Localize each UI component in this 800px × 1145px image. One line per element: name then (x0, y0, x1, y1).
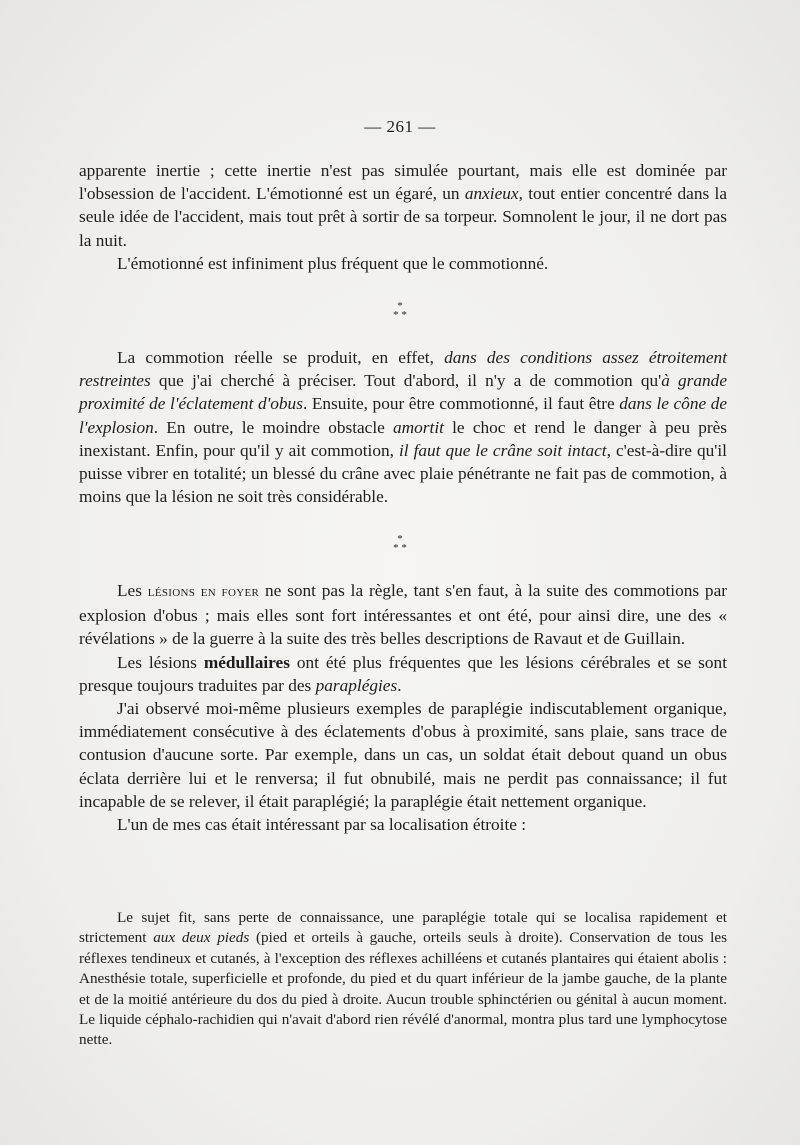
case-report-block (79, 908, 727, 1051)
page-number: — 261 — (364, 117, 436, 136)
text-run: ne sont pas la règle, tant s'en faut, à la suite des commotions par explosion d'obus ; mais elles sont fort intéressantes et ont été, pour ainsi dire, une des « révélations » de la guerre à la suite des très belles descriptions de Ravaut et de Guillain. (79, 581, 728, 649)
paragraph: L'un de mes cas était intéressant par sa localisation étroite : (117, 815, 527, 835)
italic-run: paraplégies (315, 675, 398, 695)
paragraph: L'émotionné est infiniment plus fréquent que le commotionné. (117, 253, 549, 273)
small-caps-run: lésions en foyer (147, 584, 260, 600)
italic-run: à grande proximité de l'éclatement d'obus (79, 371, 727, 414)
asterism-top: * (397, 533, 403, 545)
asterism-top: * (397, 300, 403, 312)
asterism-divider (380, 302, 420, 324)
italic-run: aux deux pieds (153, 929, 250, 947)
italic-run: dans des conditions assez étroitement restreintes (79, 348, 727, 391)
text-run: Les (117, 581, 148, 600)
text-run: apparente inertie ; cette inertie n'est pas simulée pourtant, mais elle est dominée par l'obsession de l'accident. L'émotionné est un égaré, un (79, 161, 727, 204)
paragraph: J'ai observé moi-même plusieurs exemples de paraplégie indiscutablement organique, immédiatement consécutive à des éclatements d'obus à proximité, sans plaie, sans trace de contusion d'aucune sorte. Par exemple, dans un cas, un soldat était debout quand un obus éclata derrière lui et le renversa; il fut obnubilé, mais ne perdit pas connaissance; il fut incapable de se relever, il était paraplégié; la paraplégie était nettement organique. (79, 699, 727, 811)
text-run: Le sujet fit, sans perte de connaissance, une paraplégie totale qui se localisa rapidement et strictement (79, 909, 727, 947)
paragraph (79, 346, 727, 508)
text-block-3 (79, 579, 727, 836)
bold-run: médullaires (203, 652, 290, 672)
paragraph (79, 159, 727, 252)
italic-run: anxieux (464, 184, 519, 204)
text-block-2 (79, 346, 727, 508)
text-run: que j'ai cherché à préciser. Tout d'abord, il n'y a de commotion qu' (150, 371, 662, 391)
text-run: , tout entier concentré dans la seule idée de l'accident, mais tout prêt à sortir de sa torpeur. Somnolent le jour, il ne dort pas la nuit. (79, 184, 727, 250)
text-run: La commotion réelle se produit, en effet, (117, 348, 445, 367)
text-run: (pied et orteils à gauche, orteils seuls à droite). Conservation de tous les réflexes tendineux et cutanés, à l'exception des réflexes achilléens et cutanés plantaires qui étaient abolis : Anesthésie totale, superficielle et profonde, du pied et du quart inférieur de la jambe gauche, de la plante et de la moitié antérieure du dos du pied à droite. Aucun trouble sphinctérien ou génital à aucun moment. Le liquide céphalo-rachidien qui n'avait d'abord rien révélé d'anormal, montra plus tard une lymphocytose nette. (79, 929, 727, 1049)
text-run: . (397, 675, 402, 695)
text-run: ont été plus fréquentes que les lésions cérébrales et se sont presque toujours traduites par des (79, 652, 727, 695)
italic-run: dans le cône de l'explosion (79, 394, 728, 437)
asterism-bottom: * * (393, 542, 407, 554)
asterism-divider (380, 535, 420, 557)
italic-run: il faut que le crâne soit intact (398, 440, 607, 460)
paragraph (79, 579, 727, 651)
italic-run: amortit (393, 417, 444, 437)
text-run: , c'est-à-dire qu'il puisse vibrer en totalité; un blessé du crâne avec plaie pénétrante ne fait pas de commotion, à moins que la lésion ne soit très considérable. (79, 440, 727, 507)
text-run: Les lésions (117, 652, 204, 672)
text-run: . Ensuite, pour être commotionné, il faut être (302, 394, 620, 414)
paragraph (79, 651, 727, 697)
paragraph (79, 908, 727, 1051)
text-run: le choc et rend le danger à peu près inexistant. Enfin, pour qu'il y ait commotion, (79, 417, 727, 460)
text-block-1 (79, 159, 727, 275)
text-run: . En outre, le moindre obstacle (153, 417, 394, 437)
asterism-bottom: * * (393, 309, 407, 321)
